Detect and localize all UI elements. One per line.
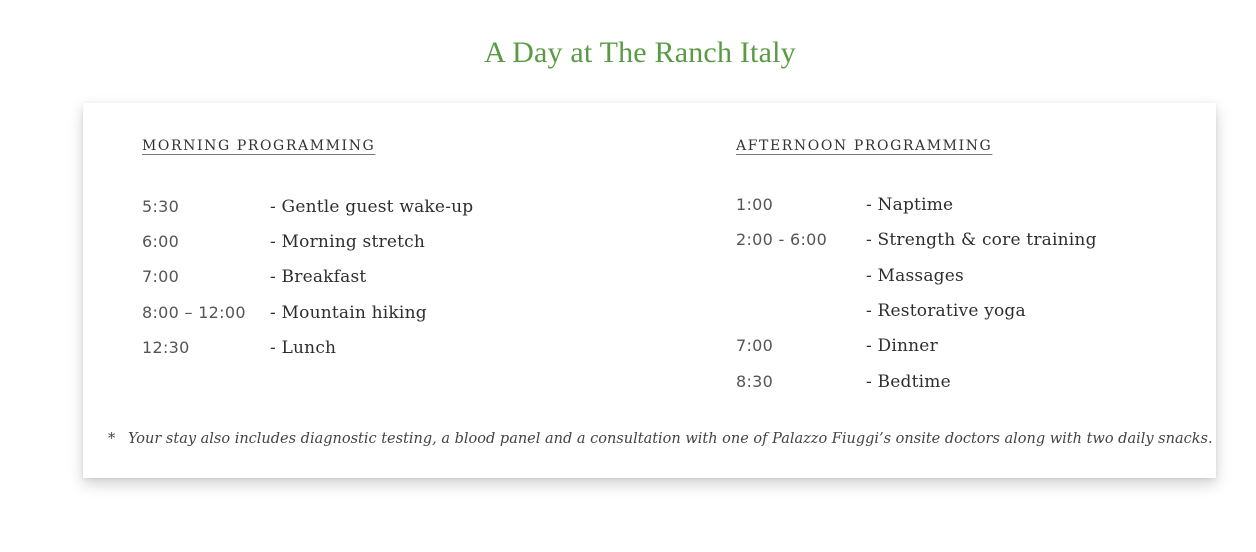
- schedule-time: 8:30: [736, 372, 774, 391]
- schedule-activity: - Restorative yoga: [866, 301, 1026, 321]
- footnote-text: Your stay also includes diagnostic testing, a blood panel and a consultation with one of Palazzo Fiuggi’s onsite doctors along with two daily snacks.: [128, 431, 1213, 447]
- schedule-time: 6:00: [142, 232, 180, 251]
- schedule-activity: - Dinner: [866, 336, 938, 356]
- afternoon-heading: AFTERNOON PROGRAMMING: [736, 138, 993, 154]
- schedule-time: 12:30: [142, 338, 190, 357]
- schedule-card: [83, 103, 1216, 478]
- footnote: [108, 431, 1213, 447]
- schedule-time: 8:00 – 12:00: [142, 303, 246, 322]
- morning-heading: MORNING PROGRAMMING: [142, 138, 376, 154]
- footnote-marker: *: [108, 431, 116, 447]
- page-title: A Day at The Ranch Italy: [484, 36, 796, 69]
- schedule-time: 7:00: [142, 267, 180, 286]
- schedule-activity: - Massages: [866, 266, 964, 286]
- schedule-time: 2:00 - 6:00: [736, 230, 828, 249]
- schedule-time: 5:30: [142, 197, 180, 216]
- schedule-activity: - Gentle guest wake-up: [270, 197, 474, 217]
- schedule-time: 1:00: [736, 195, 774, 214]
- schedule-activity: - Strength & core training: [866, 230, 1097, 250]
- schedule-activity: - Naptime: [866, 195, 954, 215]
- schedule-time: 7:00: [736, 336, 774, 355]
- schedule-activity: - Bedtime: [866, 372, 951, 392]
- schedule-activity: - Breakfast: [270, 267, 367, 287]
- schedule-activity: - Lunch: [270, 338, 337, 358]
- schedule-activity: - Morning stretch: [270, 232, 425, 252]
- schedule-activity: - Mountain hiking: [270, 303, 427, 323]
